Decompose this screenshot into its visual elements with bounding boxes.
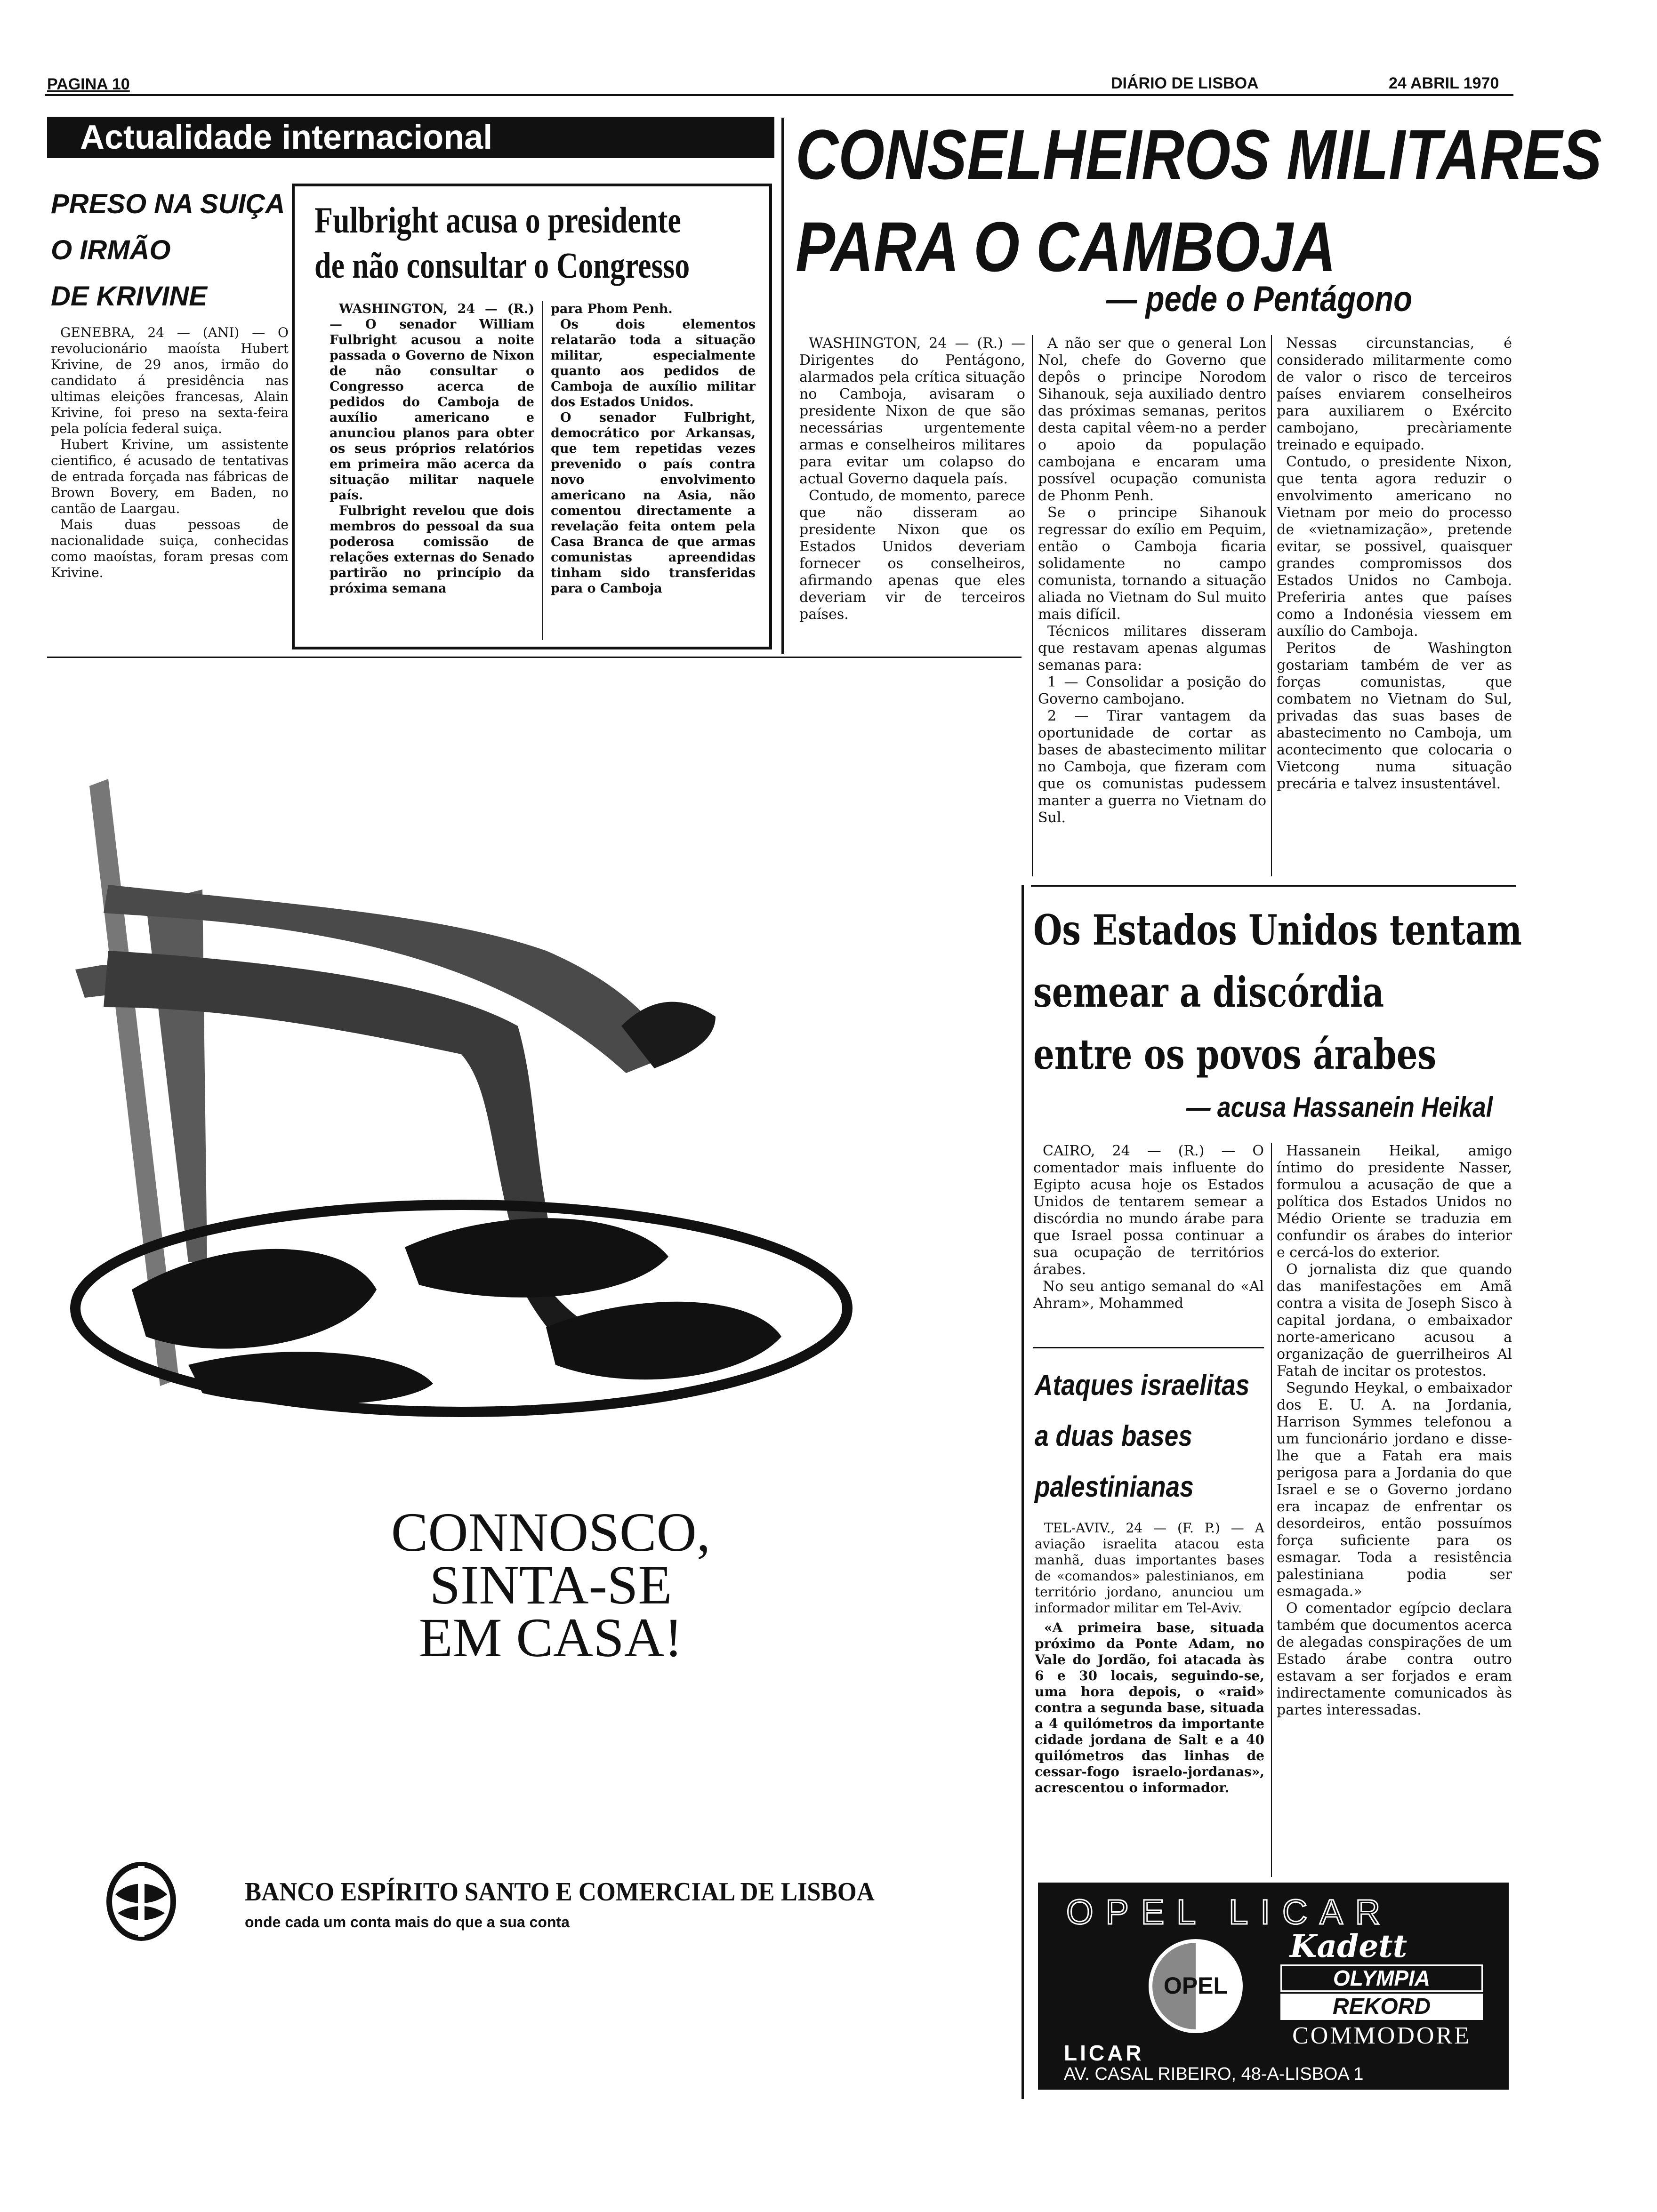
krivine-body [51,325,289,649]
section-divider [1031,885,1516,887]
ad-slogan-line: CONNOSCO, [391,1501,711,1563]
conselheiros-col-2 [1038,335,1266,874]
ad-slogan [362,1501,739,1668]
arabes-kicker: — acusa Hassanein Heikal [1186,1091,1493,1123]
opel-badge-label: OPEL [1163,1972,1228,1999]
article-paragraph: Mais duas pessoas de nacionalidade suiça, conhecidas como maoístas, foram presas com Krivine. [51,517,289,580]
article-paragraph: Nessas circunstancias, é considerado militarmente como de valor o risco de terceiros países enviarem conselheiros para auxiliarem o Exército cambojano, precàriamente treinado e equipado. [1277,335,1512,453]
fulbright-headline-line: Fulbright acusa o presidente [314,200,681,240]
fulbright-headline [314,198,690,288]
ataques-headline [1035,1360,1249,1513]
arabes-col-1 [1033,1143,1264,1340]
article-paragraph: WASHINGTON, 24 — (R.) — O senador William Fulbright acusou a noite passada o Governo de Nixon de não consultar o Congresso acerca de pedidos do Camboja de auxílio americano e anunciou planos para obter os seus próprios relatórios em primeira mão acerca da situação militar naquele país. [330,302,534,503]
article-paragraph: 2 — Tirar vantagem da oportunidade de cortar as bases de abastecimento militar no Camboja, que fizeram com que os comunistas pudessem manter a guerra no Vietnam do Sul. [1038,708,1266,826]
seated-man-illustration [47,668,1007,1544]
bank-tagline: onde cada um conta mais do que a sua conta [245,1914,570,1931]
article-paragraph: Contudo, o presidente Nixon, que tenta agora reduzir o envolvimento americano no Vietnam por meio do processo de «vietnamização», pretende evitar, se possivel, quaisquer grandes compromissos dos Estados Unidos no Camboja. Preferiria antes que países como a Indonésia viessem em auxílio do Camboja. [1277,454,1512,640]
article-paragraph: CAIRO, 24 — (R.) — O comentador mais influente do Egipto acusa hoje os Estados Unidos de tentarem semear a discórdia no mundo árabe para que Israel possa continuar a sua ocupação de territórios árabes. [1033,1143,1264,1278]
article-paragraph: WASHINGTON, 24 — (R.) — Dirigentes do Pentágono, alarmados pela crítica situação no Camboja, avisaram o presidente Nixon de que são necessárias urgentemente armas e conselheiros militares para evitar um colapso do actual Governo daquela país. [799,335,1025,487]
article-paragraph: A não ser que o general Lon Nol, chefe do Governo que depôs o principe Norodom Sihanouk, seja auxiliado dentro das próximas semanas, peritos desta capital vêem-no a perder o apoio da população cambojana e encaram uma possível ocupação comunista de Phonm Penh. [1038,335,1266,504]
arabes-col-2 [1277,1143,1512,1875]
article-paragraph: para Phom Penh. [551,302,673,316]
fulbright-col-1 [330,301,534,642]
article-paragraph: O comentador egípcio declara também que documentos acerca de alegadas conspirações de um Estado árabe contra outro estavam a ser forjados e eram indirectamente comunicados às partes interessadas. [1277,1600,1512,1718]
conselheiros-col-3 [1277,335,1512,874]
ataques-headline-line: Ataques israelitas [1035,1369,1250,1402]
article-paragraph: No seu antigo semanal do «Al Ahram», Mohammed [1033,1278,1264,1312]
article-paragraph: O jornalista diz que quando das manifestações em Amã contra a visita de Joseph Sisco à capital jordana, o embaixador norte-americano acusou a organização de guerrilheiros Al Fatah de incitar os protestos. [1277,1261,1512,1379]
conselheiros-kicker: — pede o Pentágono [1106,279,1412,319]
krivine-headline-line: PRESO NA SUIÇA [51,189,285,219]
arabes-headline-line: entre os povos árabes [1033,1030,1437,1079]
opel-model: Kadett [1290,1928,1408,1964]
krivine-headline-line: DE KRIVINE [51,281,207,312]
opel-address: AV. CASAL RIBEIRO, 48-A-LISBOA 1 [1064,2064,1364,2084]
opel-model: REKORD [1280,1994,1483,2020]
conselheiros-headline-line: PARA O CAMBOJA [796,207,1336,286]
article-paragraph: Fulbright revelou que dois membros do pessoal da sua poderosa comissão de relações externas do Senado partirão no princípio da próxima semana [330,504,534,596]
column-rule [1032,335,1033,876]
ad-slogan-line: SINTA-SE [429,1554,672,1616]
column-rule [1271,335,1272,876]
opel-model: OLYMPIA [1280,1964,1483,1992]
header-rule [45,94,1513,96]
article-paragraph: Hassanein Heikal, amigo íntimo do presidente Nasser, formulou a acusação de que a política dos Estados Unidos no Médio Oriente se traduzia em confundir os árabes do interior e cercá-los do exterior. [1277,1143,1512,1261]
article-paragraph: Técnicos militares disseram que restavam apenas algumas semanas para: [1038,623,1266,673]
section-banner-label: Actualidade internacional [80,119,493,156]
arabes-headline-line: semear a discórdia [1033,968,1384,1017]
section-divider [781,118,784,654]
article-paragraph: Hubert Krivine, um assistente cientifico, é acusado de tentativas de entrada forçada nas fábricas de Brown Bovery, em Baden, no cantão de Laargau. [51,437,289,516]
article-paragraph: Peritos de Washington gostariam também de ver as forças comunistas, que combatem no Vietnam do Sul, privadas das suas bases de abastecimento no Camboja, um acontecimento que colocaria o Vietcong numa situação precária e talvez insustentável. [1277,640,1512,792]
section-divider [47,657,1022,658]
ataques-body [1035,1520,1264,1878]
article-paragraph: TEL-AVIV., 24 — (F. P.) — A aviação israelita atacou esta manhã, duas importantes bases de «comandos» palestinianos, em território jordano, anunciou um informador militar em Tel-Aviv. [1035,1520,1264,1616]
ataques-headline-line: a duas bases [1035,1420,1192,1452]
column-rule [1271,1143,1272,1877]
article-paragraph: GENEBRA, 24 — (ANI) — O revolucionário maoísta Hubert Krivine, de 29 anos, irmão do candidato á presidência nas ultimas eleições francesas, Alain Krivine, foi preso na sexta-feira pela polícia federal suiça. [51,325,289,436]
ataques-headline-line: palestinianas [1035,1471,1194,1503]
arabes-headline [1033,899,1522,1085]
opel-model: COMMODORE [1292,2022,1471,2049]
krivine-headline [51,181,285,320]
bank-name: BANCO ESPÍRITO SANTO E COMERCIAL DE LISBOA [245,1877,875,1907]
article-paragraph: Contudo, de momento, parece que não disseram ao presidente Nixon que os Estados Unidos deveriam fornecer os conselheiros, afirmando apenas que eles deveriam vir de terceiros países. [799,488,1025,623]
opel-models [1271,1930,1492,2050]
fulbright-headline-line: de não consultar o Congresso [314,245,690,286]
conselheiros-headline-line: CONSELHEIROS MILITARES [796,115,1602,194]
issue-date: 24 ABRIL 1970 [1389,74,1499,92]
section-divider [1022,885,1024,2099]
conselheiros-col-1 [799,335,1025,655]
article-paragraph: O senador Fulbright, democrático por Arkansas, que tem repetidas vezes prevenido o país contra novo envolvimento americano na Asia, não comentou directamente a revelação feita ontem pela Casa Branca de que armas comunistas apreendidas tinham sido transferidas para o Camboja [551,410,756,596]
ad-slogan-line: EM CASA! [418,1607,683,1668]
article-paragraph: «A primeira base, situada próximo da Ponte Adam, no Vale do Jordão, foi atacada às 6 e 30 locais, seguindo-se, uma hora depois, o «raid» contra a segunda base, situada a 4 quilómetros da importante cidade jordana de Salt e a 40 quilómetros das linhas de cessar-fogo israelo-jordanas», acrescentou o informador. [1035,1620,1264,1795]
column-rule [542,301,543,640]
article-paragraph: 1 — Consolidar a posição do Governo cambojano. [1038,674,1266,707]
opel-brand: OPEL LICAR [1066,1892,1393,1931]
fulbright-col-2 [551,301,756,642]
page-number: PAGINA 10 [47,75,130,93]
article-paragraph: Segundo Heykal, o embaixador dos E. U. A. na Jordania, Harrison Symmes telefonou a um funcionário jordano e disse-lhe que a Fatah era mais perigosa para a Jordania do que Israel e se o Governo jordano era incapaz de enfrentar os desordeiros, então possuímos força suficiente para os esmagar. Toda a resistência palestiniana podia ser esmagada.» [1277,1380,1512,1600]
arabes-headline-line: Os Estados Unidos tentam [1033,906,1522,954]
opel-dealer: LICAR [1064,2041,1144,2065]
bank-ad [47,668,1007,2033]
bank-logo-icon [106,1861,177,1941]
newspaper-name: DIÁRIO DE LISBOA [1111,74,1259,92]
article-paragraph: Se o principe Sihanouk regressar do exílio em Pequim, então o Camboja ficaria solidamente no campo comunista, tornando a situação aliada no Vietnam do Sul muito mais difícil. [1038,505,1266,623]
article-paragraph: Os dois elementos relatarão toda a situação militar, especialmente quanto aos pedidos de Camboja de auxílio militar dos Estados Unidos. [551,317,756,409]
conselheiros-headline [796,108,1602,293]
krivine-headline-line: O IRMÃO [51,235,171,265]
section-divider [1033,1347,1264,1348]
